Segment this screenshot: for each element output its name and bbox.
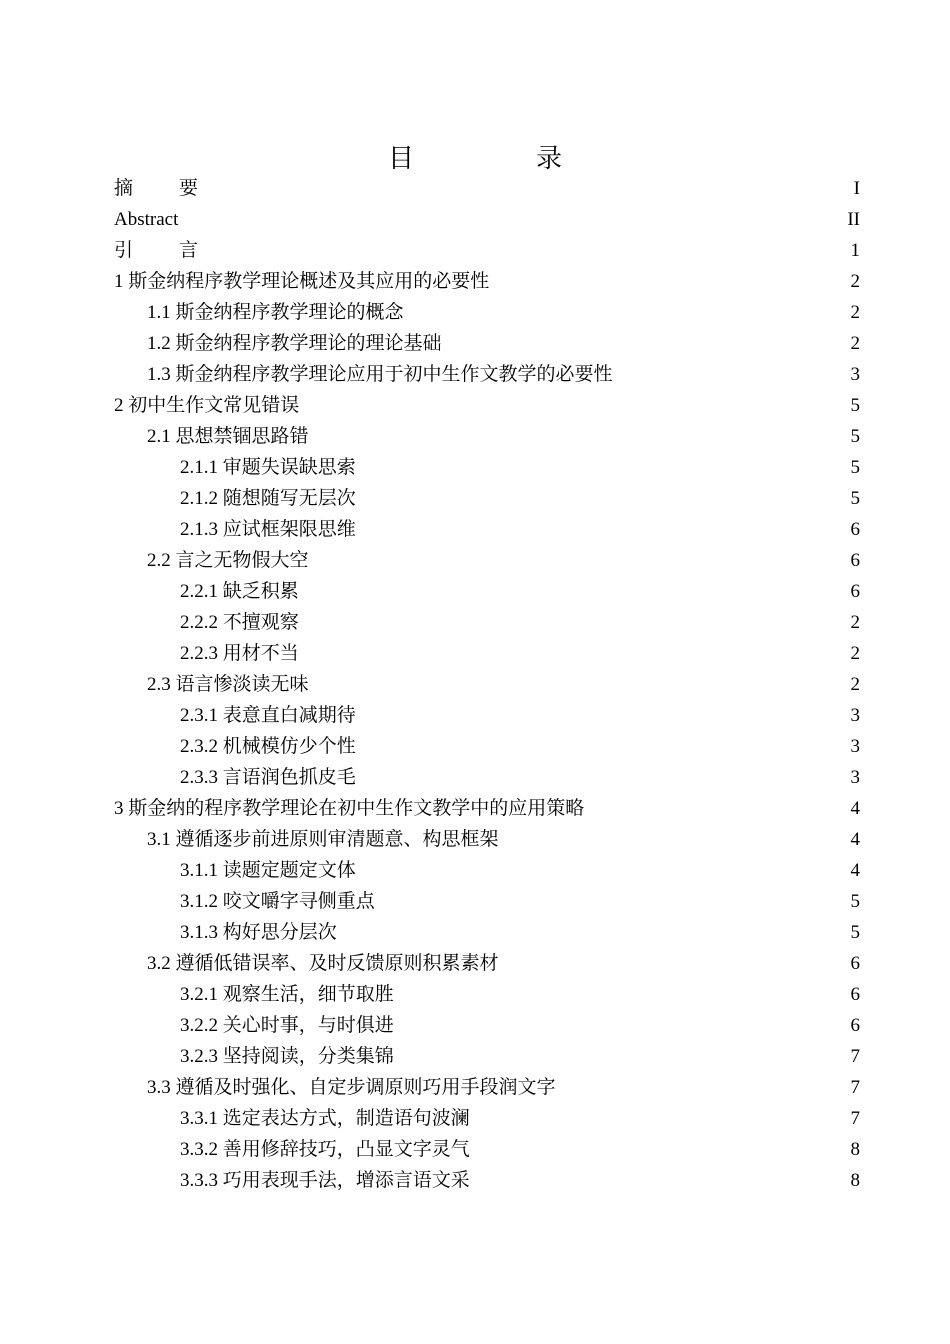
toc-entry-label: 1.3 斯金纳程序教学理论应用于初中生作文教学的必要性	[147, 364, 613, 385]
toc-page-number: 2	[850, 271, 860, 292]
toc-page-number: 1	[850, 240, 860, 261]
toc-entry-label: 2.2.2 不擅观察	[180, 612, 299, 633]
toc-entry[interactable]	[114, 1072, 860, 1103]
toc-entry-label: 2.3 语言惨淡读无味	[147, 674, 309, 695]
toc-page-number: 5	[850, 891, 860, 912]
toc-entry-label: 3 斯金纳的程序教学理论在初中生作文教学中的应用策略	[114, 798, 585, 819]
toc-page-number: 6	[850, 1015, 860, 1036]
toc-entry[interactable]	[114, 514, 860, 545]
toc-page-number: 6	[850, 953, 860, 974]
toc-entry[interactable]	[114, 266, 860, 297]
toc-entry[interactable]	[114, 390, 860, 421]
toc-entry[interactable]	[114, 979, 860, 1010]
toc-entry-label: 3.2.1 观察生活，细节取胜	[180, 984, 394, 1005]
toc-page-number: 6	[850, 519, 860, 540]
toc-page-number: 2	[850, 333, 860, 354]
toc-entry-label: 3.3 遵循及时强化、自定步调原则巧用手段润文字	[147, 1077, 556, 1098]
toc-entry[interactable]	[114, 328, 860, 359]
toc-page-number: 3	[850, 364, 860, 385]
toc-entry[interactable]	[114, 545, 860, 576]
toc-entry[interactable]	[114, 1134, 860, 1165]
toc-entry[interactable]	[114, 793, 860, 824]
toc-entry-label: 3.1.1 读题定题定文体	[180, 860, 356, 881]
toc-entry-label: 2.1 思想禁锢思路错	[147, 426, 309, 447]
toc-entry-label: 2.3.2 机械模仿少个性	[180, 736, 356, 757]
toc-entry[interactable]	[114, 638, 860, 669]
toc-entry[interactable]	[114, 824, 860, 855]
toc-entry-label: 3.1.3 构好思分层次	[180, 922, 337, 943]
toc-entry[interactable]	[114, 235, 860, 266]
toc-page-number: 4	[850, 798, 860, 819]
toc-page-number: 3	[850, 767, 860, 788]
toc-page-number: 5	[850, 922, 860, 943]
toc-page-number: 2	[850, 643, 860, 664]
toc-page-number: 2	[850, 302, 860, 323]
toc-entry[interactable]	[114, 886, 860, 917]
toc-entry[interactable]	[114, 1103, 860, 1134]
toc-entry[interactable]	[114, 731, 860, 762]
toc-entry[interactable]	[114, 483, 860, 514]
toc-page-number: 5	[850, 488, 860, 509]
toc-entry[interactable]	[114, 452, 860, 483]
toc-page-number: 6	[850, 984, 860, 1005]
toc-entry-label: 2.3.3 言语润色抓皮毛	[180, 767, 356, 788]
toc-entry-label: 3.2.3 坚持阅读，分类集锦	[180, 1046, 394, 1067]
toc-page-number: 3	[850, 705, 860, 726]
toc-entry[interactable]	[114, 669, 860, 700]
toc-entry-label: 2.2.3 用材不当	[180, 643, 299, 664]
toc-entry-label: 2.1.3 应试框架限思维	[180, 519, 356, 540]
toc-entry[interactable]	[114, 948, 860, 979]
toc-entry-label: 2.1.1 审题失误缺思索	[180, 457, 356, 478]
table-of-contents	[114, 173, 860, 1196]
page-title: 目 录	[387, 144, 610, 173]
toc-page-number: 5	[850, 426, 860, 447]
toc-page-number: 2	[850, 674, 860, 695]
toc-page-number: I	[853, 178, 860, 199]
toc-page-number: 8	[850, 1170, 860, 1191]
toc-page-number: 8	[850, 1139, 860, 1160]
toc-page-number: 7	[850, 1046, 860, 1067]
toc-entry[interactable]	[114, 1165, 860, 1196]
toc-entry[interactable]	[114, 700, 860, 731]
toc-entry-label: 3.1.2 咬文嚼字寻侧重点	[180, 891, 375, 912]
toc-entry-label: 3.3.3 巧用表现手法，增添言语文采	[180, 1170, 470, 1191]
toc-page-number: 2	[850, 612, 860, 633]
toc-entry-label: 2.3.1 表意直白减期待	[180, 705, 356, 726]
toc-entry[interactable]	[114, 421, 860, 452]
toc-page-number: 5	[850, 457, 860, 478]
toc-entry-label: 2 初中生作文常见错误	[114, 395, 300, 416]
toc-entry[interactable]	[114, 297, 860, 328]
toc-entry-label: 3.1 遵循逐步前进原则审清题意、构思框架	[147, 829, 499, 850]
toc-entry-label: 2.2.1 缺乏积累	[180, 581, 299, 602]
toc-entry-label: 摘要	[114, 178, 245, 199]
toc-entry[interactable]	[114, 917, 860, 948]
toc-entry-label: 引言	[114, 240, 245, 261]
toc-entry-label: 3.3.1 选定表达方式，制造语句波澜	[180, 1108, 470, 1129]
toc-page-number: 4	[850, 860, 860, 881]
toc-entry[interactable]	[114, 855, 860, 886]
toc-page-number: 3	[850, 736, 860, 757]
toc-page-number: 6	[850, 550, 860, 571]
toc-entry-label: 1 斯金纳程序教学理论概述及其应用的必要性	[114, 271, 490, 292]
toc-page-number: 4	[850, 829, 860, 850]
toc-entry[interactable]	[114, 1010, 860, 1041]
toc-entry[interactable]	[114, 762, 860, 793]
toc-entry[interactable]	[114, 204, 860, 235]
toc-page-number: II	[847, 209, 860, 230]
toc-entry-label: 3.3.2 善用修辞技巧，凸显文字灵气	[180, 1139, 470, 1160]
toc-entry-label: Abstract	[114, 209, 179, 230]
toc-entry-label: 3.2 遵循低错误率、及时反馈原则积累素材	[147, 953, 499, 974]
toc-entry-label: 2.2 言之无物假大空	[147, 550, 309, 571]
toc-entry-label: 3.2.2 关心时事，与时俱进	[180, 1015, 394, 1036]
toc-entry-label: 1.1 斯金纳程序教学理论的概念	[147, 302, 404, 323]
toc-entry[interactable]	[114, 173, 860, 204]
toc-entry[interactable]	[114, 1041, 860, 1072]
toc-entry-label: 2.1.2 随想随写无层次	[180, 488, 356, 509]
toc-entry-label: 1.2 斯金纳程序教学理论的理论基础	[147, 333, 442, 354]
toc-entry[interactable]	[114, 359, 860, 390]
toc-page-number: 5	[850, 395, 860, 416]
toc-page-number: 7	[850, 1108, 860, 1129]
toc-entry[interactable]	[114, 576, 860, 607]
toc-page-number: 7	[850, 1077, 860, 1098]
toc-page-number: 6	[850, 581, 860, 602]
toc-entry[interactable]	[114, 607, 860, 638]
